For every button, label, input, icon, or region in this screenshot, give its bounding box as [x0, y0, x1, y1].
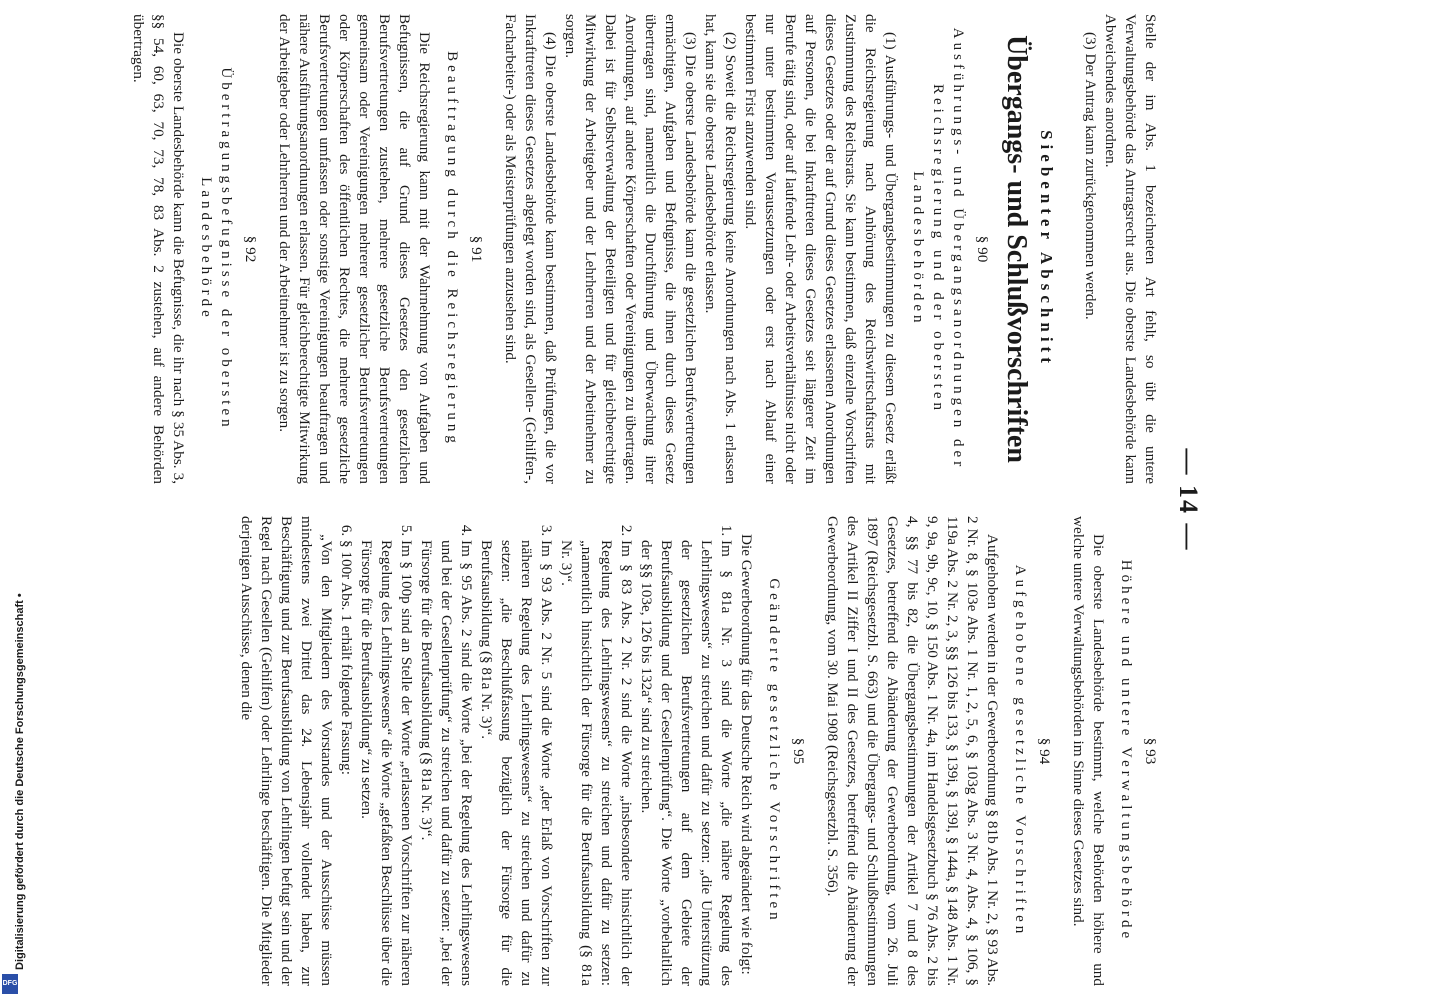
section-94-title: Aufgehobene gesetzliche Vorschriften	[1012, 564, 1028, 938]
section-91-p1: Die Reichsregierung kann mit der Wahrnehmung von Aufgaben und Befugnissen, die auf Grund dieses Gesetzes den gesetzlichen Berufsvertretungen zustehen, mehrere gesetzliche Berufsvertretungen gemeinsam oder Vereinigungen mehrerer gesetzlicher Berufsvertretungen oder Körperschaften des öffentlichen Rechtes, die mehrere gesetzliche Berufsvertretungen umfassen oder sonstige Vereinigungen beauftragen und nähere Ausführungsanordnungen erlassen. Für gleichberechtigte Mitwirkung der Arbeitgeber oder Lehrherren und der Arbeitnehmer ist zu sorgen.	[276, 14, 433, 484]
section-92-title: Übertragungsbefugnisse der obersten Landesbehörde	[198, 67, 234, 431]
section-93-title: Höhere und untere Verwaltungsbehörde	[1118, 559, 1134, 943]
dfg-logo-icon: DFG	[2, 974, 18, 994]
section-93-p1: Die oberste Landesbehörde bestimmt, welche Behörden höhere und welche untere Verwaltungsbehörden im Sinne dieses Gesetzes sind.	[1070, 516, 1107, 986]
rotated-document-page	[130, 0, 1212, 1000]
quoted-amendment-text: „Von den Mitgliedern des Vorstandes und der Ausschüsse müssen mindestens zwei Drittel das 24. Lebensjahr vollendet haben, zur Beschäftigung und zur Berufsausbildung von Lehrlingen befugt sein und der Regel nach Gesellen (Gehilfen) oder Lehrlinge beschäftigen. Die Mitglieder derjenigen Ausschüsse, denen die	[238, 516, 335, 986]
digitization-credit	[0, 0, 26, 1000]
paragraph-89-3: (3) Der Antrag kann zurückgenommen werden.	[1082, 32, 1099, 320]
section-94-p1: Aufgehoben werden in der Gewerbeordnung § 81b Abs. 1 Nr. 2, § 93 Abs. 2 Nr. 8, § 103e Abs. 1 Nr. 1, 2, 5, 6, § 103g Abs. 3 Nr. 4, Abs. 4, § 106, § 119a Abs. 2 Nr. 2, 3, §§ 126 bis 133, § 139i, § 139l, § 144a, § 148 Abs. 1 Nr. 9, 9a, 9b, 9c, 10, § 150 Abs. 1 Nr. 4a, im Handelsgesetzbuch § 76 Abs. 2 bis 4, §§ 77 bis 82, die Übergangsbestimmungen der Artikel 7 und 8 des Gesetzes, betreffend die Abänderung der Gewerbeordnung, vom 26. Juli 1897 (Reichsgesetzbl. S. 663) und die Übergangs- und Schlußbestimmungen des Artikel II Ziffer I und II des Gesetzes, betreffend die Abänderung der Gewerbeordnung, vom 30. Mai 1908 (Reichsgesetzbl. S. 356).	[824, 516, 1001, 986]
section-92-heading: § 92	[242, 235, 259, 263]
section-90-p2: (2) Soweit die Reichsregierung keine Anordnungen nach Abs. 1 erlassen hat, kann sie die oberste Landesbehörde erlassen.	[702, 14, 739, 484]
section-95-intro: Die Gewerbeordnung für das Deutsche Reich wird abgeändert wie folgt:	[738, 534, 755, 975]
section-91-title: Beauftragung durch die Reichsregierung	[444, 51, 460, 447]
right-column	[150, 516, 1160, 986]
left-column	[130, 14, 1160, 484]
section-94-heading: § 94	[1036, 737, 1053, 765]
section-90-title: Ausführungs- und Übergangsanordnungen der Reichsregierung und der obersten Landesbehörden	[910, 27, 966, 471]
list-item: 5. Im § 100p sind an Stelle der Worte „erlassenen Vorschriften zur näheren Regelung des Lehrlingswesens“ die Worte „gefaßten Beschlüsse über die Fürsorge für die Berufsausbildung“ zu setzen.	[356, 540, 416, 986]
page-number: — 14 —	[1174, 448, 1203, 552]
funding-credit-text: Digitalisierung gefördert durch die Deutsche Forschungsgemeinschaft •	[14, 593, 26, 970]
section-95-title: Geänderte gesetzliche Vorschriften	[766, 578, 782, 924]
section-90-p4: (4) Die oberste Landesbehörde kann bestimmen, daß Prüfungen, die vor Inkrafttreten dieses Gesetzes abgelegt worden sind, als Gesellen- (Gehilfen-, Facharbeiter-) oder als Meisterprüfungen anzusehen sind.	[502, 14, 559, 484]
chapter-number: Siebenter Abschnitt	[1037, 130, 1056, 368]
section-95-heading: § 95	[790, 737, 807, 765]
section-90-p1: (1) Ausführungs- und Übergangsbestimmungen zu diesem Gesetz erläßt die Reichsregierung nach Anhörung des Reichswirtschaftsrats mit Zustimmung des Reichsrats. Sie kann bestimmen, daß einzelne Vorschriften dieses Gesetzes oder der auf Grund dieses Gesetzes erlassenen Anordnungen auf Personen, die bei Inkrafttreten dieses Gesetzes seit längerer Zeit im Berufe tätig sind, oder auf laufende Lehr- oder Arbeitsverhältnisse nicht oder nur unter bestimmten Voraussetzungen oder erst nach Ablauf einer bestimmten Frist anzuwenden sind.	[742, 14, 899, 484]
carryover-paragraph: Stelle der im Abs. 1 bezeichneten Art fehlt, so übt die untere Verwaltungsbehörde das Antragsrecht aus. Die oberste Landesbehörde kann Abweichendes anordnen.	[1102, 14, 1159, 484]
section-92-p1: Die oberste Landesbehörde kann die Befugnisse, die ihr nach § 35 Abs. 3, §§ 54, 60, 63, 70, 73, 78, 83 Abs. 2 zustehen, auf andere Behörden übertragen.	[130, 14, 187, 484]
chapter-title: Übergangs- und Schlußvorschriften	[1001, 35, 1032, 463]
section-90-p3: (3) Die oberste Landesbehörde kann die gesetzlichen Berufsvertretungen ermächtigen, Aufgaben und Befugnisse, die ihnen durch dieses Gesetz übertragen sind, namentlich die Durchführung und Überwachung ihrer Anordnungen, auf andere Körperschaften oder Vereinigungen zu übertragen. Dabei ist für Selbstverwaltung der Beteiligten und für gleichberechtigte Mitwirkung der Arbeitgeber und der Lehrherren und der Arbeitnehmer zu sorgen.	[562, 14, 699, 484]
section-93-heading: § 93	[1142, 737, 1159, 765]
list-item: 3. Im § 93 Abs. 2 Nr. 5 sind die Worte „der Erlaß von Vorschriften zur näheren Regelung des Lehrlingswesens“ zu streichen und dafür zu setzen: „die Beschlußfassung bezüglich der Fürsorge für die Berufsausbildung (§ 81a Nr. 3)“.	[476, 540, 556, 986]
amendment-list	[336, 516, 736, 986]
list-item: 6. § 100r Abs. 1 erhält folgende Fassung:	[336, 540, 356, 986]
list-item: 4. Im § 95 Abs. 2 sind die Worte „bei der Regelung des Lehrlingswesens und bei der Gesellenprüfung“ zu streichen und dafür zu setzen: „bei der Fürsorge für die Berufsausbildung (§ 81a Nr. 3)“.	[416, 540, 476, 986]
list-item: 1. Im § 81a Nr. 3 sind die Worte „die nähere Regelung des Lehrlingswesens“ zu streichen und dafür zu setzen: „die Unterstützung der gesetzlichen Berufsvertretungen auf dem Gebiete der Berufsausbildung und der Gesellenprüfung“. Die Worte „vorbehaltlich der §§ 103e, 126 bis 132a“ sind zu streichen.	[636, 540, 736, 986]
section-91-heading: § 91	[468, 235, 485, 263]
section-90-heading: § 90	[974, 235, 991, 263]
list-item: 2. Im § 83 Abs. 2 Nr. 2 sind die Worte „insbesondere hinsichtlich der Regelung des Lehrlingswesens“ zu streichen und dafür zu setzen: „namentlich hinsichtlich der Fürsorge für die Berufsausbildung (§ 81a Nr. 3)“.	[556, 540, 636, 986]
